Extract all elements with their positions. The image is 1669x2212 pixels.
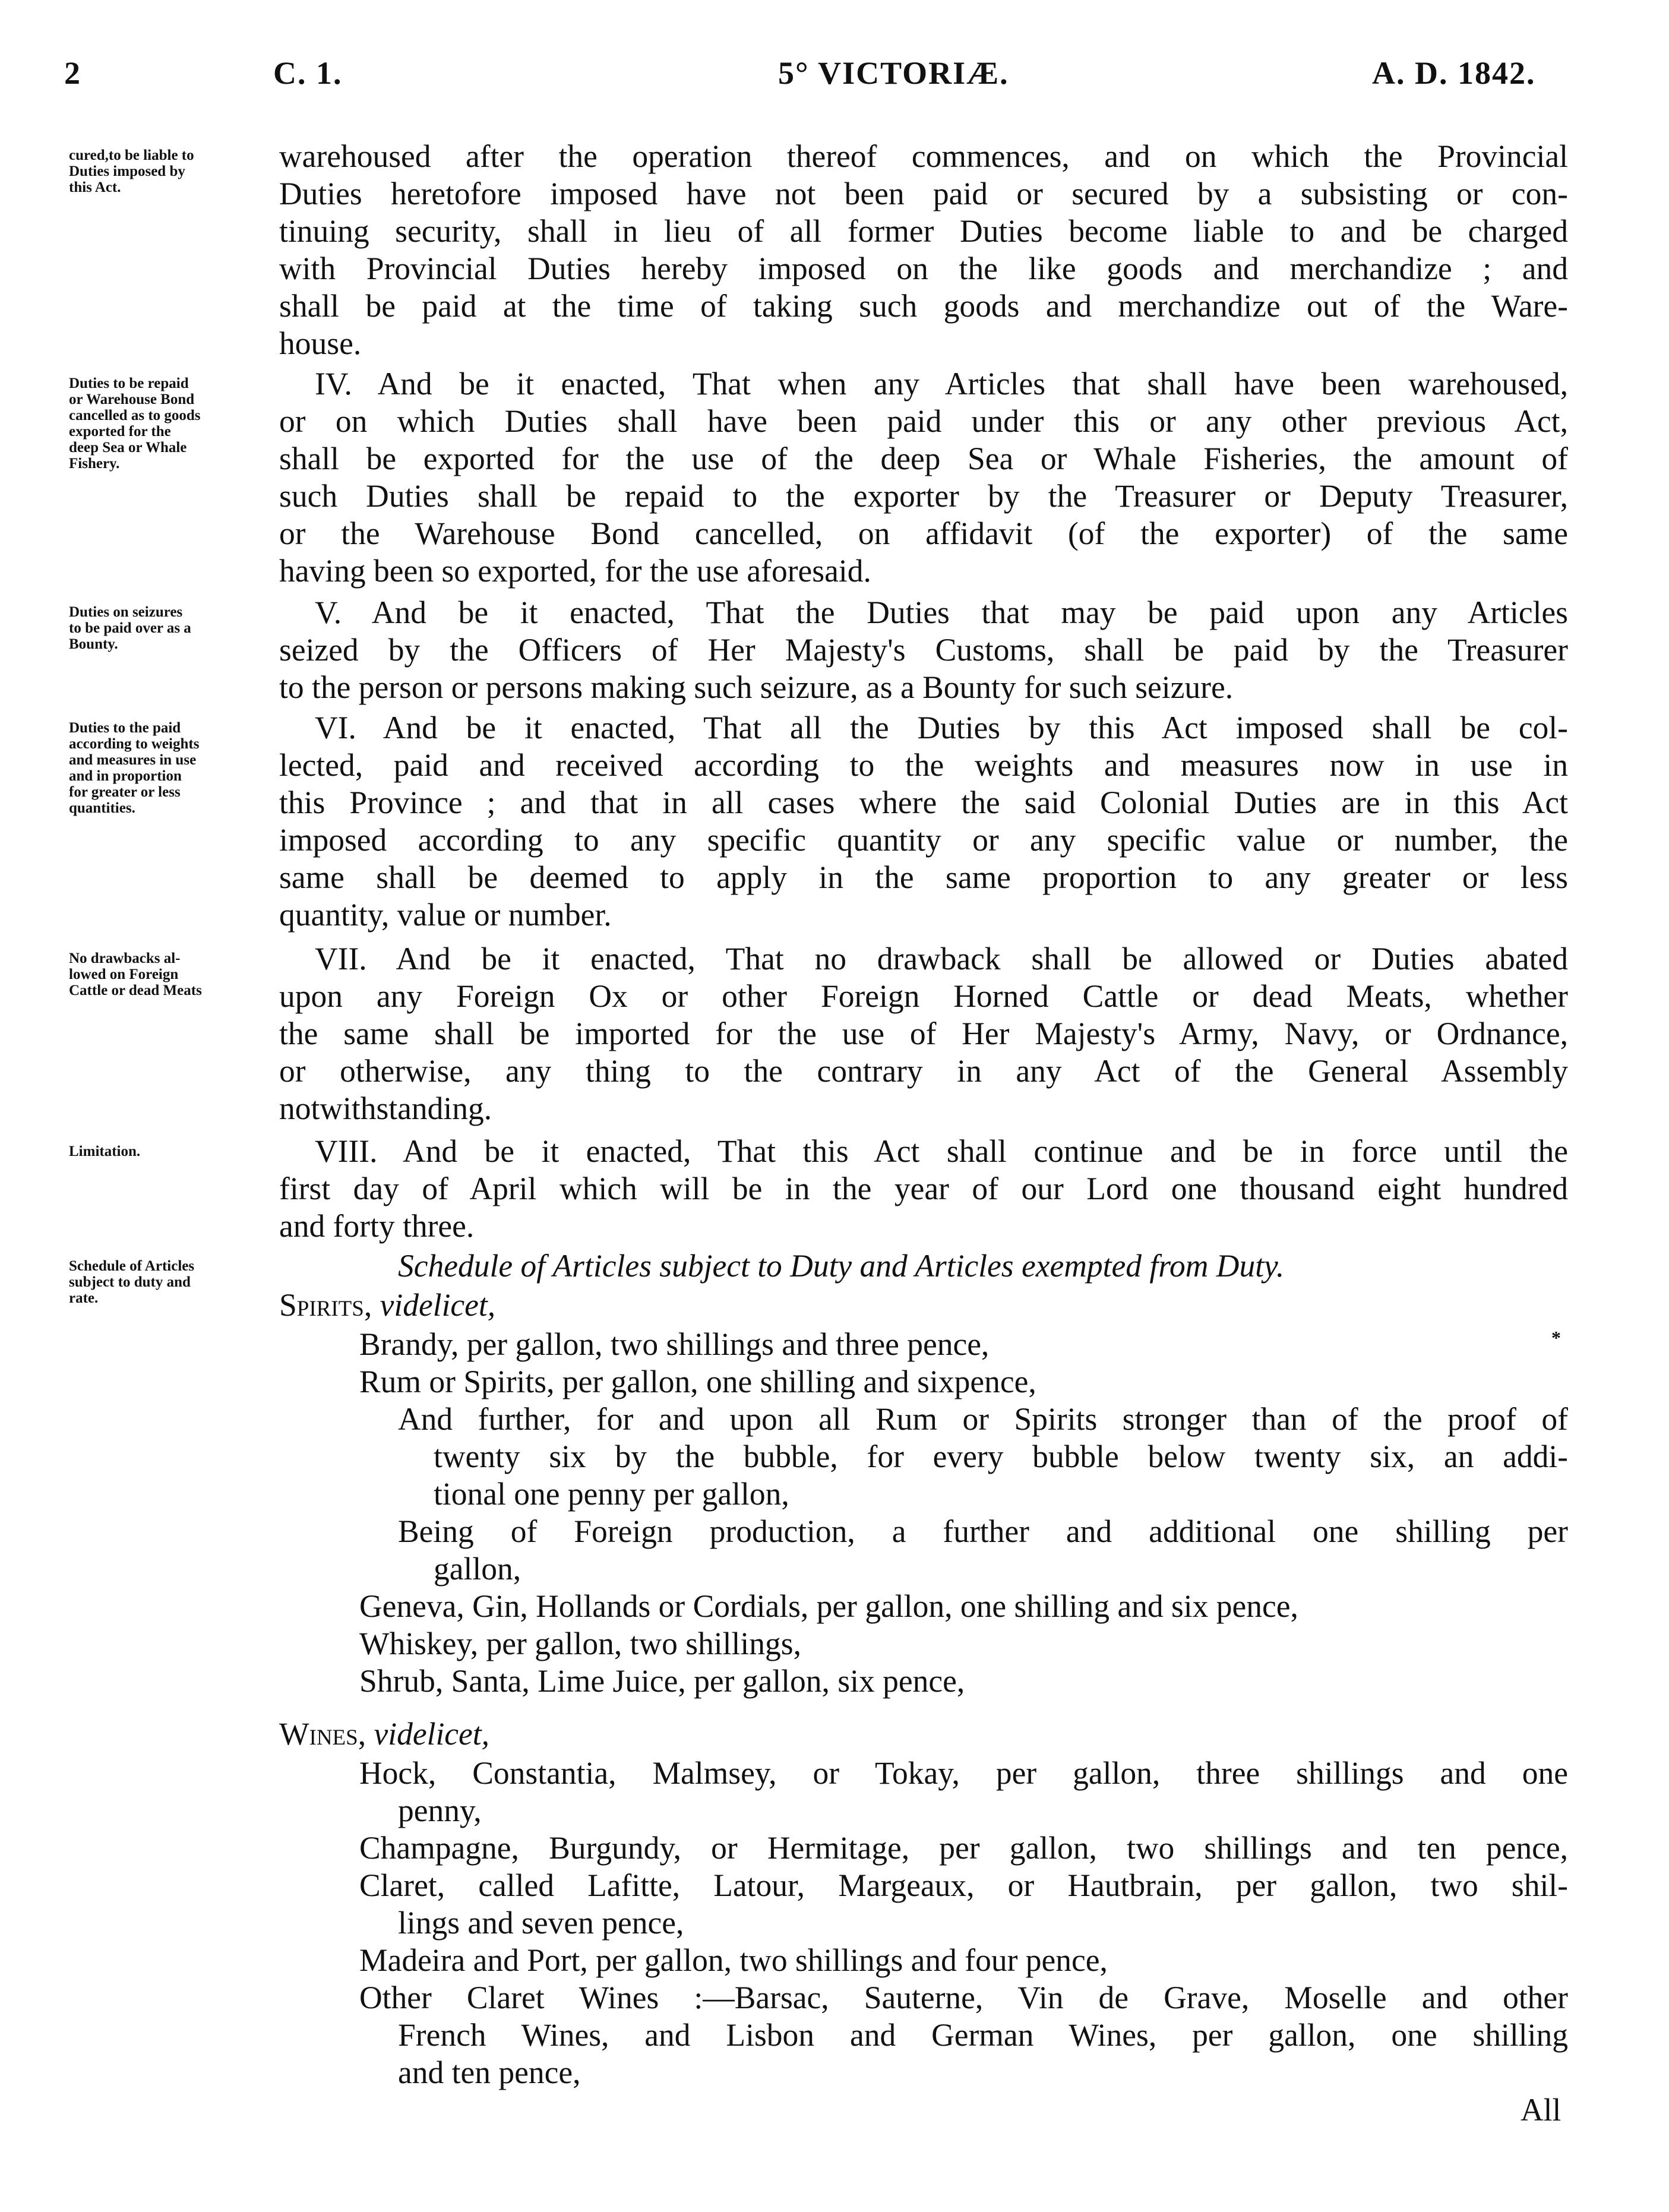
sidenote-line: Duties on seizures — [69, 604, 183, 620]
schedule-item-line: Geneva, Gin, Hollands or Cordials, per gallon, one shilling and six pence, — [359, 1588, 1298, 1624]
text-line: same shall be deemed to apply in the same proportion to any greater or less — [279, 859, 1568, 895]
wines-heading-label: Wines, — [279, 1716, 366, 1752]
text-line: warehoused after the operation thereof commences, and on which the Provincial — [279, 138, 1568, 174]
sidenote-line: exported for the — [69, 424, 171, 440]
page-number: 2 — [64, 55, 81, 91]
schedule-item-line: Madeira and Port, per gallon, two shillings and four pence, — [359, 1942, 1108, 1978]
sidenote-line: Duties to be repaid — [69, 375, 189, 391]
text-line: quantity, value or number. — [279, 897, 612, 933]
schedule-item-line: Whiskey, per gallon, two shillings, — [359, 1626, 801, 1661]
text-line: shall be exported for the use of the deep Sea or Whale Fisheries, the amount of — [279, 441, 1568, 476]
sidenote-line: Schedule of Articles — [69, 1258, 195, 1274]
section-vi — [279, 709, 1568, 934]
text-line: or otherwise, any thing to the contrary in any Act of the General Assembly — [279, 1053, 1568, 1089]
sidenote — [69, 950, 265, 998]
text-line: first day of April which will be in the year of our Lord one thousand eight hundred — [279, 1171, 1568, 1206]
text-line: the same shall be imported for the use of Her Majesty's Army, Navy, or Ordnance, — [279, 1016, 1568, 1051]
schedule-item-line: and ten pence, — [398, 2055, 581, 2090]
text-line: or on which Duties shall have been paid under this or any other previous Act, — [279, 403, 1568, 439]
sidenote-line: cured,to be liable to — [69, 147, 194, 163]
sidenote-line: rate. — [69, 1290, 99, 1306]
sidenote-line: and measures in use — [69, 752, 197, 768]
sidenote — [69, 147, 265, 195]
text-line: to the person or persons making such seizure, as a Bounty for such seizure. — [279, 669, 1234, 705]
sidenote-line: lowed on Foreign — [69, 966, 179, 982]
schedule-item-line: French Wines, and Lisbon and German Wines, per gallon, one shilling — [398, 2017, 1568, 2053]
schedule-item-line: lings and seven pence, — [398, 1905, 684, 1941]
schedule-item-line: And further, for and upon all Rum or Spirits stronger than of the proof of — [398, 1401, 1568, 1437]
wines-videlicet: videlicet, — [374, 1716, 490, 1752]
text-line: imposed according to any specific quantity or any specific value or number, the — [279, 822, 1568, 858]
schedule-item-line: Rum or Spirits, per gallon, one shilling and sixpence, — [359, 1364, 1036, 1399]
running-header — [0, 55, 1669, 102]
sidenote-line: according to weights — [69, 736, 200, 752]
schedule-item-line: Claret, called Lafitte, Latour, Margeaux, or Hautbrain, per gallon, two shil- — [359, 1867, 1568, 1903]
sidenote-line: Limitation. — [69, 1143, 141, 1159]
text-line: VII. And be it enacted, That no drawback shall be allowed or Duties abated — [315, 941, 1568, 977]
sidenote-line: No drawbacks al- — [69, 950, 181, 966]
text-line: tinuing security, shall in lieu of all former Duties become liable to and be charged — [279, 213, 1568, 249]
text-line: seized by the Officers of Her Majesty's Customs, shall be paid by the Treasurer — [279, 632, 1568, 668]
calendar-year: A. D. 1842. — [1372, 55, 1536, 91]
spirits-list — [279, 1326, 1568, 1700]
text-line: notwithstanding. — [279, 1091, 492, 1126]
sidenote-line: and in proportion — [69, 768, 182, 784]
regnal-year: 5° VICTORIÆ. — [778, 55, 1009, 91]
text-line: upon any Foreign Ox or other Foreign Horned Cattle or dead Meats, whether — [279, 978, 1568, 1014]
schedule-item-line: Hock, Constantia, Malmsey, or Tokay, per gallon, three shillings and one — [359, 1755, 1568, 1791]
marginal-mark: * — [1551, 1327, 1561, 1348]
sidenote — [69, 1143, 265, 1159]
schedule-title: Schedule of Articles subject to Duty and Articles exempted from Duty. — [398, 1248, 1285, 1284]
sidenote-line: Fishery. — [69, 456, 120, 472]
spirits-videlicet: videlicet, — [380, 1287, 496, 1323]
text-line: VI. And be it enacted, That all the Duties by this Act imposed shall be col- — [315, 710, 1568, 745]
text-line: V. And be it enacted, That the Duties that may be paid upon any Articles — [315, 595, 1568, 630]
text-line: and forty three. — [279, 1208, 475, 1244]
section-viii — [279, 1133, 1568, 1245]
sidenote-line: or Warehouse Bond — [69, 391, 195, 407]
sidenote-line: for greater or less — [69, 784, 181, 800]
sidenote-line: Bounty. — [69, 636, 118, 652]
text-line: having been so exported, for the use aforesaid. — [279, 553, 871, 589]
schedule-item-line: Shrub, Santa, Lime Juice, per gallon, six pence, — [359, 1663, 965, 1699]
paragraph-continuation — [279, 138, 1568, 362]
sidenote-line: deep Sea or Whale — [69, 440, 187, 456]
catchword: All — [1521, 2092, 1561, 2128]
text-line: shall be paid at the time of taking such goods and merchandize out of the Ware- — [279, 288, 1568, 324]
schedule-item-line: Brandy, per gallon, two shillings and three pence, — [359, 1326, 990, 1362]
section-vii — [279, 940, 1568, 1127]
wines-list — [279, 1755, 1568, 2091]
schedule-item-line: tional one penny per gallon, — [434, 1476, 789, 1512]
sidenote-line: quantities. — [69, 800, 135, 816]
schedule-item-line: twenty six by the bubble, for every bubble below twenty six, an addi- — [434, 1439, 1568, 1474]
sidenote-line: cancelled as to goods — [69, 407, 201, 424]
schedule-item-line: Being of Foreign production, a further and additional one shilling per — [398, 1513, 1568, 1549]
text-line: or the Warehouse Bond cancelled, on affidavit (of the exporter) of the same — [279, 516, 1568, 551]
text-line: Duties heretofore imposed have not been paid or secured by a subsisting or con- — [279, 176, 1568, 211]
sidenote-line: this Act. — [69, 179, 121, 195]
schedule-item-line: Other Claret Wines :—Barsac, Sauterne, Vin de Grave, Moselle and other — [359, 1980, 1568, 2015]
sidenote — [69, 1258, 265, 1306]
section-iv — [279, 365, 1568, 590]
sidenote-line: to be paid over as a — [69, 620, 191, 636]
schedule-item-line: penny, — [398, 1793, 482, 1828]
spirits-heading-label: Spirits, — [279, 1287, 372, 1323]
text-line: lected, paid and received according to the weights and measures now in use in — [279, 747, 1568, 783]
text-line: house. — [279, 326, 362, 361]
section-v — [279, 594, 1568, 706]
text-line: IV. And be it enacted, That when any Articles that shall have been warehoused, — [315, 366, 1568, 402]
sidenote-line: subject to duty and — [69, 1274, 191, 1290]
text-line: such Duties shall be repaid to the exporter by the Treasurer or Deputy Treasurer, — [279, 478, 1568, 514]
text-line: VIII. And be it enacted, That this Act shall continue and be in force until the — [315, 1133, 1568, 1169]
text-line: this Province ; and that in all cases where the said Colonial Duties are in this Act — [279, 785, 1568, 820]
sidenote-line: Duties imposed by — [69, 163, 185, 179]
sidenote-line: Duties to the paid — [69, 720, 181, 736]
sidenote — [69, 720, 265, 816]
schedule-item-line: Champagne, Burgundy, or Hermitage, per gallon, two shillings and ten pence, — [359, 1830, 1568, 1866]
wines-heading — [279, 1715, 489, 1753]
sidenote-line: Cattle or dead Meats — [69, 982, 202, 998]
sidenote — [69, 375, 265, 472]
text-line: with Provincial Duties hereby imposed on the like goods and merchandize ; and — [279, 251, 1568, 286]
spirits-heading — [279, 1287, 495, 1324]
chapter-number: C. 1. — [273, 55, 343, 91]
schedule-item-line: gallon, — [434, 1551, 521, 1587]
sidenote — [69, 604, 265, 652]
